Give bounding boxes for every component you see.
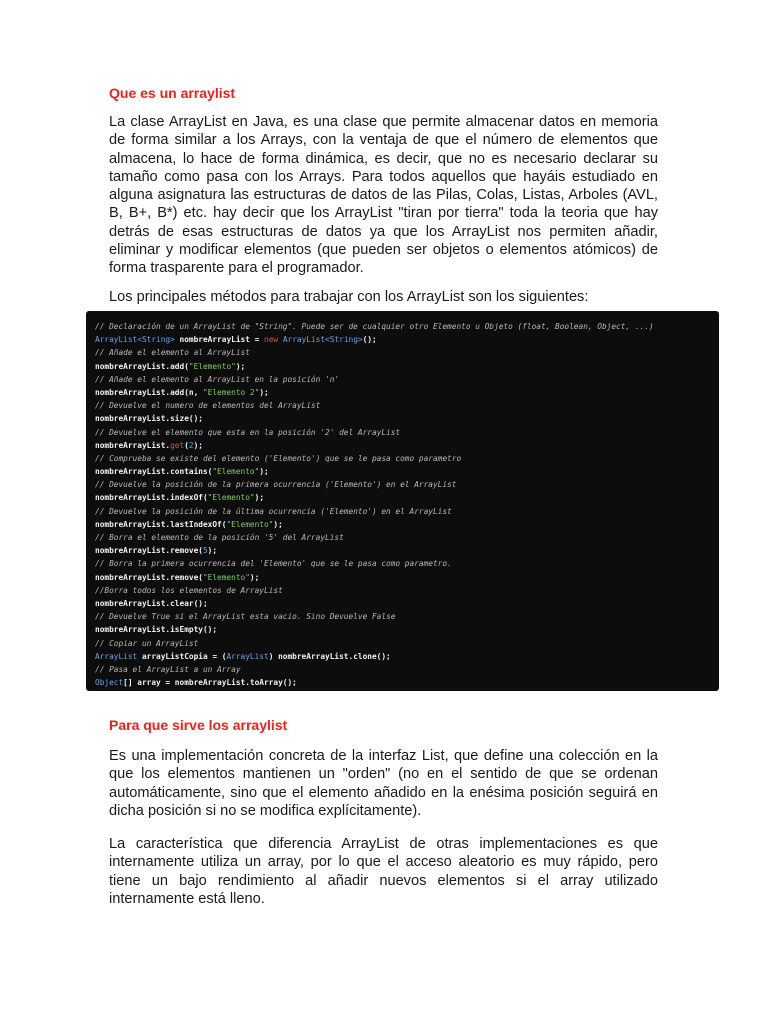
- code-token: nombreArrayList =: [174, 335, 265, 345]
- code-token: arrayListCopia = (: [137, 651, 227, 661]
- code-token: // Devuelve el numero de elementos del ArrayList: [95, 401, 321, 411]
- code-token: 2: [188, 440, 194, 450]
- code-token: nombreArrayList.size();: [95, 414, 203, 424]
- code-line: [95, 544, 719, 557]
- code-token: // Borra la primera ocurrencia del 'Elemento' que se le pasa como parametro.: [95, 559, 452, 569]
- code-token: );: [207, 546, 218, 556]
- code-comment-line: [95, 426, 719, 439]
- code-token: Object: [95, 678, 124, 688]
- code-comment-line: [95, 478, 719, 491]
- code-token: );: [249, 572, 260, 582]
- code-line: [95, 491, 719, 504]
- code-line: [95, 623, 719, 636]
- code-token: );: [235, 361, 246, 371]
- code-token: );: [193, 440, 203, 450]
- code-line: [95, 412, 719, 425]
- code-token: nombreArrayList.indexOf(: [95, 493, 208, 503]
- code-comment-line: [95, 531, 719, 544]
- code-token: new: [264, 335, 279, 345]
- code-token: "Elemento 2": [202, 387, 260, 397]
- code-comment-line: [95, 346, 719, 359]
- code-token: // Devuelve True si el ArrayList esta vacio. Sino Devuelve False: [95, 612, 396, 622]
- code-line: [95, 518, 719, 531]
- code-token: // Pasa el ArrayList a un Array: [95, 664, 241, 674]
- code-line: [95, 465, 719, 478]
- code-comment-line: [95, 663, 719, 676]
- code-token: nombreArrayList.remove(: [95, 546, 203, 556]
- code-token: nombreArrayList.: [95, 440, 171, 450]
- code-token: ();: [362, 335, 377, 345]
- code-token: );: [273, 519, 283, 529]
- code-token: "Elemento": [226, 519, 274, 529]
- code-token: // Devuelve el elemento que esta en la posición '2' del ArrayList: [95, 427, 401, 437]
- code-comment-line: [95, 584, 719, 597]
- code-token: "Elemento": [212, 467, 260, 477]
- code-comment-line: [95, 399, 719, 412]
- code-line: [95, 360, 719, 373]
- code-token: );: [259, 467, 269, 477]
- code-token: // Añade el elemento al ArrayList: [95, 348, 250, 358]
- section-heading-para-que: Para que sirve los arraylist: [109, 717, 288, 733]
- code-token: nombreArrayList.clear();: [95, 598, 208, 608]
- code-token: // Copiar un ArrayList: [95, 638, 199, 648]
- code-token: ) nombreArrayList.clone();: [268, 651, 391, 661]
- code-token: "Elemento": [202, 572, 250, 582]
- code-token: ArrayList: [226, 651, 269, 661]
- code-token: ArrayList<String>: [282, 335, 363, 345]
- code-line: [95, 333, 719, 346]
- code-token: // Comprueba se existe del elemento ('Elemento') que se le pasa como parametro: [95, 453, 462, 463]
- code-token: [] array = nombreArrayList.toArray();: [123, 678, 297, 688]
- code-line: [95, 597, 719, 610]
- code-line: [95, 571, 719, 584]
- code-line: [95, 650, 719, 663]
- code-token: );: [254, 493, 265, 503]
- code-token: nombreArrayList.contains(: [95, 467, 213, 477]
- code-comment-line: [95, 637, 719, 650]
- methods-intro-paragraph: Los principales métodos para trabajar con los ArrayList son los siguientes:: [109, 289, 589, 305]
- intro-paragraph: La clase ArrayList en Java, es una clase que permite almacenar datos en memoria de forma similar a los Arrays, con la ventaja de que el número de elementos que almacena, lo hace de forma dinámica, es decir, que no es necesario declarar su tamaño como pasa con los Arrays. Para todos aquellos que hayáis estudiado en alguna asignatura las estructuras de datos de las Pilas, Colas, Listas, Arboles (AVL, B, B+, B*) etc. hay decir que los ArrayList "tiran por tierra" toda la teoria que hay detrás de esas estructuras de datos ya que los ArrayList nos permiten añadir, eliminar y modificar elementos (que pueden ser objetos o elementos atómicos) de forma trasparente para el programador.: [109, 114, 658, 277]
- code-token: nombreArrayList.isEmpty();: [95, 625, 218, 635]
- code-comment-line: [95, 505, 719, 518]
- code-token: nombreArrayList.lastIndexOf(: [95, 519, 227, 529]
- code-comment-line: [95, 373, 719, 386]
- code-token: "Elemento": [207, 493, 255, 503]
- code-token: // Añade el elemento al ArrayList en la posición 'n': [95, 374, 340, 384]
- section-heading-que-es: Que es un arraylist: [109, 85, 236, 101]
- code-token: ArrayList<String>: [95, 335, 175, 345]
- code-token: //Borra todos los elementos de ArrayList: [95, 585, 283, 595]
- arraylist-difference-paragraph: La característica que diferencia ArrayList de otras implementaciones es que internamente utiliza un array, por lo que el acceso aleatorio es muy rápido, pero tiene un bajo rendimiento al añadir nuevos elementos si el array utilizado internamente está lleno.: [109, 836, 658, 907]
- code-token: );: [259, 387, 269, 397]
- code-token: "Elemento": [188, 361, 236, 371]
- code-token: // Borra el elemento de la posición '5' del ArrayList: [95, 533, 344, 542]
- code-token: nombreArrayList.remove(: [95, 572, 203, 582]
- code-comment-line: [95, 452, 719, 465]
- code-line: [95, 676, 719, 689]
- code-token: nombreArrayList.add(: [95, 361, 189, 371]
- code-token: // Devuelve la posición de la última ocurrencia ('Elemento') en el ArrayList: [95, 506, 452, 516]
- code-token: // Devuelve la posición de la primera ocurrencia ('Elemento') en el ArrayList: [95, 480, 457, 490]
- code-comment-line: [95, 557, 719, 570]
- code-line: [95, 439, 719, 452]
- code-comment-line: [95, 320, 719, 333]
- code-token: nombreArrayList.add(n,: [95, 387, 203, 397]
- code-token: 5: [202, 546, 208, 556]
- code-comment-line: [95, 610, 719, 623]
- code-snippet: [86, 311, 719, 691]
- code-token: get: [170, 440, 185, 450]
- code-token: (: [184, 440, 189, 450]
- list-interface-paragraph: Es una implementación concreta de la interfaz List, que define una colección en la que los elementos mantienen un "orden" (no en el sentido de que se ordenan automáticamente, sino que el elemento añadido en la enésima posición seguirá en dicha posición si no se modifica explícitamente).: [109, 748, 658, 819]
- code-line: [95, 386, 719, 399]
- code-token: // Declaración de un ArrayList de "String". Puede ser de cualquier otro Elemento u Objeto (float, Boolean, Object, ...): [95, 322, 654, 331]
- code-token: ArrayList: [95, 651, 138, 661]
